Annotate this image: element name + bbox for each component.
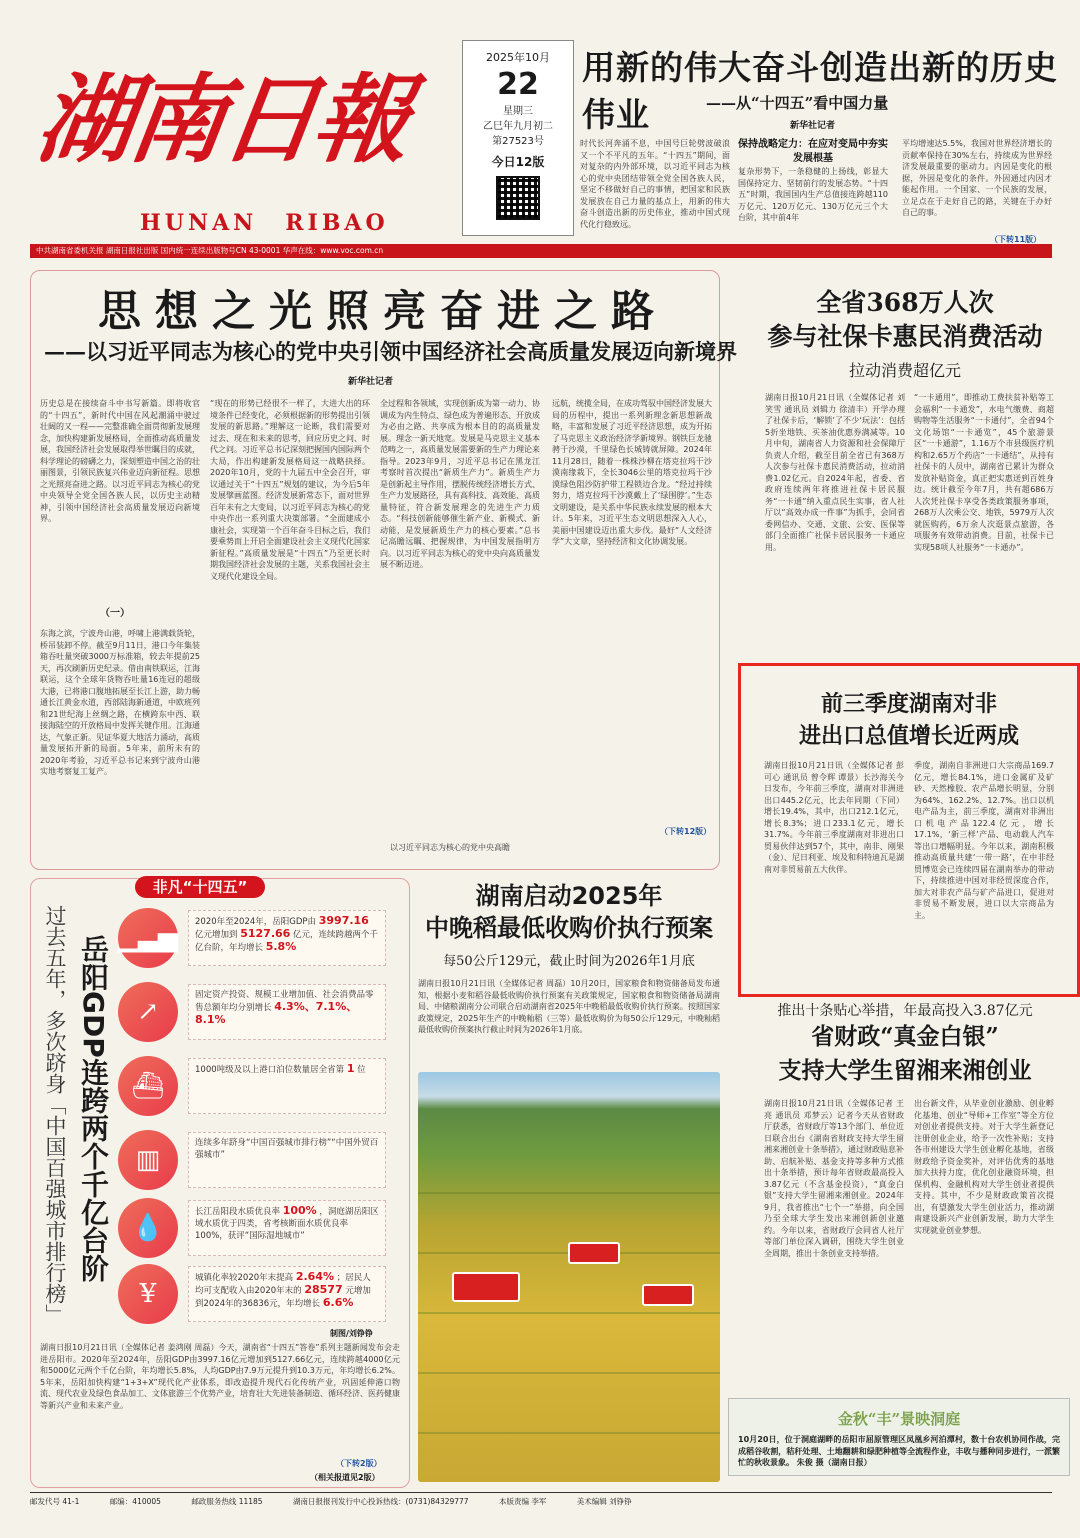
rice-title[interactable] [416, 880, 722, 944]
footer-item: 邮发代号 41-1 [30, 1497, 80, 1506]
stat-row [118, 1054, 390, 1120]
social-card-subtitle: 拉动消费超亿元 [848, 361, 961, 380]
masthead-logo: 湖南日報 [30, 63, 415, 176]
stat-number: 3997.16 [318, 914, 369, 927]
top-story-col2 [738, 138, 888, 238]
stat-text [188, 1266, 386, 1322]
stat-number: 4.3%、7.1%、8.1% [195, 1000, 358, 1026]
autumn-title[interactable]: 金秋“丰”景映洞庭 [837, 1410, 961, 1428]
stat-text-a: 固定资产投资、规模工业增加值、社会消费品零售总额年均分别增长 [195, 990, 374, 1013]
top-story-col2-head: 保持战略定力：在应对变局中夯实发展根基 [738, 139, 888, 164]
top-story-col3: 平均增速达5.5%，我国对世界经济增长的贡献率保持在30%左右，持续成为世界经济发展最重要的驱动力。内因是变化的根据，外因是变化的条件。外因通过内因才能起作用。一个国家、一个民族的发展，立足点在于走好自己的路，关键在于办好自己的事。 [902, 139, 1052, 217]
stat-number: 5127.66 [240, 927, 291, 940]
top-story-continue[interactable]: （下转11版） [990, 235, 1042, 244]
field-line [418, 1372, 720, 1374]
stat-number: 100% [282, 1204, 317, 1217]
stat-text-b: 亿元增加到 [195, 930, 238, 940]
social-card-title-line2: 参与社保卡惠民消费活动 [767, 322, 1043, 351]
main-story-section-mark: （一） [100, 608, 130, 619]
date-weekday: 星期三 [503, 106, 533, 117]
autumn-caption-text: 10月20日，位于洞庭湖畔的岳阳市屈原管理区凤凰乡河泊潭村，数十台农机协同作战，完成稻谷收割，秸秆处理、土地翻耕和绿肥种植等全流程作业，丰收与播种同步进行，一派繁忙的秋收景象。 [738, 1435, 1060, 1467]
date-lunar: 乙巳年九月初二 [483, 121, 553, 132]
grad-title-line1: 省财政“真金白银” [811, 1023, 999, 1050]
stat-text-b: 位 [357, 1065, 366, 1075]
stat-number: 1 [346, 1062, 355, 1075]
chart-bars-icon: ▁▃▅ [118, 908, 178, 968]
stat-number: 28577 [304, 1283, 343, 1296]
graphic-credit: 制图/刘铮铮 [330, 1328, 373, 1338]
top-story-col1: 时代长河奔涌不息，中国号巨轮劈波破浪又一个不平凡的五年。“十四五”期间，面对复杂的内外部环境，以习近平同志为核心的党中央团结带领全党全国各族人民，坚定不移做好自己的事情，把国家和民族发展放在自己力量的基点上，用新的伟大奋斗创造出新的历史伟业，推动中国式现代化行稳致远。 [580, 139, 730, 229]
stat-text-a: 连续多年跻身“中国百强城市排行榜”“中国外贸百强城市” [195, 1138, 379, 1160]
main-story-subtitle: ——以习近平同志为核心的党中央引领中国经济社会高质量发展迈向新境界 [44, 339, 737, 364]
date-day: 22 [497, 67, 539, 102]
rice-text: 湖南日报10月21日讯（全媒体记者 周磊）10月20日，国家粮食和物资储备局发布通知，根据小麦和稻谷最低收购价执行预案有关政策规定，国家粮食和物资储备局湖南局、中储粮湖南分公司联合启动湖南省2025年中晚稻最低收购价执行预案。按照国家政策规定，2025年生产的中晚籼稻（三等）最低收购价为每50公斤129元，中晚籼稻最低收购价预案执行截止时间为2026年1月底。 [418, 979, 720, 1034]
stat-row [118, 980, 390, 1046]
edition-count: 今日12版 [491, 155, 545, 169]
stat-text [188, 1200, 386, 1256]
date-box [462, 40, 574, 236]
main-story-author: 新华社记者 [348, 377, 394, 387]
stat-text-c: 亿元，连续跨越两个千亿台阶，年均增长 [195, 930, 379, 953]
stat-text-a: 城镇化率较2020年末提高 [195, 1273, 294, 1283]
money-bag-icon: ¥ [118, 1264, 178, 1324]
social-card-title-line1: 全省368万人次 [816, 288, 994, 317]
yueyang-vertical-title[interactable]: 岳阳GDP连跨两个千亿台阶 [77, 935, 110, 1282]
social-card-text2: “一卡通用”，即推动工费扶贫补贴等工会福利“一卡通发”，水电气缴费、商超购物等生活服务“一卡通付”，全省94个文化场馆“一卡通览”，45个旅游景区“一卡通游”，1.16万个市县级医疗机构和2.65万个药店“一卡通结”，从持有社保卡的人员中，湖南省已累计为群众发放补贴资金，真正把实惠送到百姓身边。统计截至今年7月，共有超686万人次凭社保卡享受各类政策服务事项，268万人次乘公交、地铁，5979万人次就医购药，6万余人次逛景点旅游，各项服务有效带动消费。目前，社保卡已实现58项人社服务“一卡通办”。 [914, 393, 1054, 552]
stat-text [188, 984, 386, 1040]
panel-tag: 非凡“十四五” [135, 876, 265, 898]
pinyin-ribao: RIBAO [285, 210, 389, 236]
stat-text-a: 2020年至2024年，岳阳GDP由 [195, 917, 317, 927]
top-story-subtitle: ——从“十四五”看中国力量 [706, 94, 889, 112]
footer-item: 本版责编 李军 [498, 1497, 547, 1506]
stat-number: 6.6% [322, 1296, 354, 1309]
issue-number: 第27523号 [492, 136, 544, 147]
page-footer [30, 1492, 1052, 1510]
water-drop-icon: 💧 [118, 1198, 178, 1258]
autumn-caption [738, 1434, 1060, 1470]
stat-row [118, 1196, 390, 1262]
qr-code-icon[interactable] [496, 176, 540, 220]
rice-title-line2: 中晚稻最低收购价执行预案 [425, 914, 713, 942]
trade-title[interactable] [746, 688, 1072, 752]
harvester-icon [642, 1284, 694, 1306]
rice-subtitle: 每50公斤129元，截止时间为2026年1月底 [443, 954, 695, 969]
masthead-info-bar: 中共湖南省委机关报 湖南日报社出版 国内统一连续出版物号CN 43-0001 华声在线：www.voc.com.cn [30, 244, 1052, 258]
footer-item: 湖南日报报刊发行中心投诉热线：(0731)84329777 [292, 1497, 469, 1506]
main-story-col3: 全过程和各领域，实现创新成为第一动力、协调成为内生特点、绿色成为普遍形态、开放成为必由之路、共享成为根本目的的高质量发展。理念一新天地宽。发展是马克思主义基本范畴之一，高质量发展需要新的生产力理论来指导。2023年9月，习近平总书记在黑龙江考察时首次提出“新质生产力”。新质生产力是创新起主导作用，摆脱传统经济增长方式、生产力发展路径，具有高科技、高效能、高质量特征，符合新发展理念的先进生产力质态。“科技创新能够催生新产业、新模式、新动能，是发展新质生产力的核心要素。”总书记高瞻远瞩、把握规律，为中国发展指明方向。以习近平同志为核心的党中央向高质量发展不断迈进。 [380, 399, 540, 569]
stat-text-a: 长江岳阳段水质优良率 [195, 1207, 281, 1217]
trade-title-line2: 进出口总值增长近两成 [798, 723, 1019, 749]
stat-text-a: 1000吨级及以上港口泊位数量居全省第 [195, 1065, 345, 1075]
yueyang-vertical-subtitle: 过去五年，多次跻身「中国百强城市排行榜」 [43, 905, 67, 1325]
stat-text-b: ；居民人均可支配收入由2020年末的 [195, 1273, 371, 1296]
pinyin-hunan: HUNAN [140, 210, 258, 236]
stat-text [188, 1132, 386, 1188]
main-story-title[interactable]: 思想之光照亮奋进之路 [98, 287, 668, 337]
field-line [418, 1432, 720, 1434]
yueyang-story-text: 湖南日报10月21日讯（全媒体记者 姜鸿刚 周磊）今天，湖南省“十四五”答卷”系列主题新闻发布会走进岳阳市。2020年至2024年，岳阳GDP由3997.16亿元增加到5127.66亿元，连续跨越4000亿元和5000亿元两个千亿台阶，年均增长5.8%，人均GDP由7.9万元提升到10.3万元，年均增长6.2%。5年来，岳阳加快构建“1+3+X”现代化产业体系，即改造提升现代石化传统产业，巩固延伸港口物流、现代农业及绿色食品加工、文体旅游三个优势产业，培育壮大先进装备制造、循环经济、医药健康等新兴产业和未来产业。 [40, 1343, 400, 1410]
stat-row [118, 906, 390, 972]
trade-text2: 季度，湖南自非洲进口大宗商品169.7亿元，增长84.1%，进口金属矿及矿砂、天然橡胶、农产品增长明显，分别为64%、162.2%、12.7%。出口以机电产品为主，前三季度，湖南对非洲出口机电产品122.4亿元，增长17.1%，‘新三样’产品、电动载人汽车等出口增幅明显。今年以来，湖南积极推动高质量共建‘一带一路’，在中非经贸博览会已连续四届在湖南举办的带动下，持续推进中国对非经贸深度合作，加大对非农产品与矿产品进口，促进对非贸易不断发展，进口以大宗商品为主。 [914, 761, 1054, 920]
stat-row [118, 1128, 390, 1194]
grad-headline[interactable] [740, 1000, 1070, 1088]
harvest-photo[interactable] [418, 1072, 720, 1482]
trend-up-icon: ↗ [118, 982, 178, 1042]
main-story-col2: “现在的形势已经很不一样了，大进大出的环境条件已经变化，必须根据新的形势提出引领发展的新思路。”理解这一论断，我们需要对过去、现在和未来的思考，回应历史之问、时代之问。习近平总书记深刻把握国内国际两个大局，作出构建新发展格局这一战略抉择。2020年10月，党的十九届五中全会召开，审议通过关于“十四五”规划的建议，为今后5年发展擘画蓝图。经济发展新常态下，面对世界百年未有之大变局，以习近平同志为核心的党中央作出一系列重大决策部署。“全面建成小康社会，实现第一个百年奋斗目标之后，我们要乘势而上开启全面建设社会主义现代化国家新征程。”高质量发展是“十四五”乃至更长时期我国经济社会发展的主题，关系我国社会主义现代化建设全局。 [210, 399, 370, 581]
stat-number: 2.64% [295, 1270, 335, 1283]
social-card-title[interactable] [740, 286, 1070, 354]
stat-text [188, 1058, 386, 1114]
city-buildings-icon: ▥ [118, 1130, 178, 1190]
main-story-col4: 远航，统揽全局，在成功驾驭中国经济发展大局的历程中，提出一系列新理念新思想新战略，丰富和发展了习近平经济思想，成为开拓了马克思主义政治经济学新境界。钢铁巨龙驰骋于沙漠，千里绿色长城铸就屏障。2024年11月28日，随着一株株沙柳在塔克拉玛干沙漠南缘栽下，全长3046公里的塔克拉玛干沙漠绿色阻沙防护带工程锁边合龙。“经过持续努力，塔克拉玛干沙漠戴上了‘绿围脖’。”生态文明建设，是关系中华民族永续发展的根本大计。5年来，习近平生态文明思想深入人心，美丽中国建设迈出重大步伐。最好“人文经济学”大文章，坚持经济和文化协调发展。 [552, 399, 712, 546]
stat-row [118, 1262, 390, 1328]
masthead-pinyin [140, 210, 389, 236]
footer-item: 邮编：410005 [109, 1497, 161, 1506]
cargo-ship-icon: ⛴ [118, 1056, 178, 1116]
harvester-icon [568, 1242, 620, 1264]
footer-item: 美术编辑 刘铮铮 [576, 1497, 632, 1506]
main-story-tail: 以习近平同志为核心的党中央高瞻 [390, 843, 510, 852]
main-story-col1: 历史总是在接续奋斗中书写新篇。即将收官的“十四五”，新时代中国在风起潮涌中驶过壮阔的又一程——完整准确全面贯彻新发展理念，加快构建新发展格局，全面推动高质量发展，我国经济社会发展取得举世瞩目的成就，科学理论的磅礴之力，深刻塑造中国之治的壮丽图景，引领民族复兴伟业迈向新征程。思想之光照亮奋进之路。以习近平同志为核心的党中央领导全党全国各族人民，以历史主动精神，引领中国经济社会高质量发展迈向新境界。 [40, 399, 200, 523]
grad-title-line2: 支持大学生留湘来湘创业 [778, 1057, 1032, 1084]
trade-title-line1: 前三季度湖南对非 [820, 691, 997, 717]
field-line [418, 1192, 720, 1194]
top-story-title[interactable]: 用新的伟大奋斗创造出新的历史伟业 [582, 48, 1058, 134]
main-story-col1b: 东海之滨，宁波舟山港，呼啸上港满载货轮，桥吊装卸不停。截至9月11日，港口今年集装箱吞吐量突破3000万标准箱，较去年提前25天，再次刷新历史纪录。借由南铁联运，江海联运，这个全球年货物吞吐量16连冠的超级大港，已将港口腹地拓展至长江上游，助力畅通长江黄金水道，西部陆海新通道，中欧班列和21世纪海上丝绸之路，在横跨东中西、联接海陆空的开放格局中发挥关键作用。江海通达，气象正新。见证华夏大地活力涌动，高质量发展拓开新的局面。5年来，前所未有的2020年考验，习近平总书记来到宁波舟山港实地考察复工复产。 [40, 629, 200, 776]
field-line [418, 1312, 720, 1314]
top-story-col2-text: 复杂形势下，一条稳健的上扬线，彰显大国保持定力、坚韧前行的发展态势。“十四五”时期，我国国内生产总值接连跨越110万亿元、120万亿元、130万亿元三个大台阶，其中前4年 [738, 167, 888, 222]
grad-text2: 出台新文件，从毕业创业激励、创业孵化基地、创业“导师+工作室”等全方位对创业者提供支持。对于大学生新登记注册创业企业，给予一次性补贴；支持各市州建设大学生创业孵化基地，省级财政给予资金奖补，对评估优秀的基地加大扶持力度，优化创业融资环境，担保机构、金融机构对大学生创业者提供支持。其中，不少是财政政策首次提出，有望激发大学生创业活力，推动湖南建设新兴产业创新发展，助力大学生实现就业创业梦想。 [914, 1099, 1054, 1235]
autumn-photographer: 朱俊 摄（湖南日报） [796, 1458, 872, 1467]
main-story-continue[interactable]: （下转12版） [660, 827, 712, 836]
grad-text1: 湖南日报10月21日讯（全媒体记者 王亮 通讯员 邓梦云）记者今天从省财政厅获悉，省财政厅等13个部门、单位近日联合出台《湖南省财政支持大学生留湘来湘创业十条举措》，通过财政贴息补助、启航补贴、基金支持等多种方式推出十条举措，预计每年省财政最高投入3.87亿元（不含基金投资），“真金白银”支持大学生留湘来湘创业。2024年9月，我省推出“七个一”举措，向全国乃至全球大学生发出来湘创新创业邀约。今年以来，省财政厅会同省人社厅等部门单位深入调研，围绕大学生创业全周期，推出十条创业支持举措。 [764, 1099, 904, 1258]
stat-number: 5.8% [265, 940, 297, 953]
stat-text-c: 元增加到2024年的36836元，年均增长 [195, 1286, 371, 1309]
top-story-author: 新华社记者 [790, 121, 836, 131]
yueyang-related[interactable]: （相关报道见2版） [310, 1473, 380, 1482]
stat-text-b: ，洞庭湖岳阳区域水质优于四类，省考核断面水质优良率100%，获评“国际湿地城市” [195, 1207, 379, 1241]
trade-text1: 湖南日报10月21日讯（全媒体记者 彭可心 通讯员 曾令辉 谭景）长沙海关今日发布，今年前三季度，湖南对非洲进出口445.2亿元，比去年同期（下同）增长19.4%，其中，出口212.1亿元，增长8.3%；进口233.1亿元，增长31.7%。今年前三季度湖南对非进出口贸易伙伴达到57个，其中，南非、刚果（金）、尼日利亚、埃及和科特迪瓦是湖南对非贸易前五大伙伴。 [764, 761, 904, 874]
date-year-month: 2025年10月 [486, 51, 550, 64]
rice-title-line1: 湖南启动2025年 [475, 882, 663, 910]
social-card-text1: 湖南日报10月21日讯（全媒体记者 刘笑雪 通讯员 刘辑力 徐清丰）开学办理了社保卡后，‘解锁’了不少‘玩法’：包括5折坐地铁、买茶油优惠券满减等。10月中旬，湖南省人力资源和社会保障厅负责人介绍，截至目前全省已有368万人次参与社保卡惠民消费活动，拉动消费1.02亿元。自2024年起，省委、省政府连续两年将推进社保卡居民服务“一卡通”纳入重点民生实事，省人社厅以“高效办成一件事”为抓手，会同省委网信办、交通、文旅、公安、医保等部门全面推广社保卡居民服务一卡通应用。 [765, 393, 905, 552]
footer-item: 邮政服务热线 11185 [191, 1497, 263, 1506]
grad-kicker: 推出十条贴心举措，年最高投入3.87亿元 [777, 1003, 1033, 1019]
yueyang-continue[interactable]: （下转2版） [336, 1459, 382, 1468]
harvester-icon [452, 1272, 520, 1302]
stat-text [188, 910, 386, 966]
